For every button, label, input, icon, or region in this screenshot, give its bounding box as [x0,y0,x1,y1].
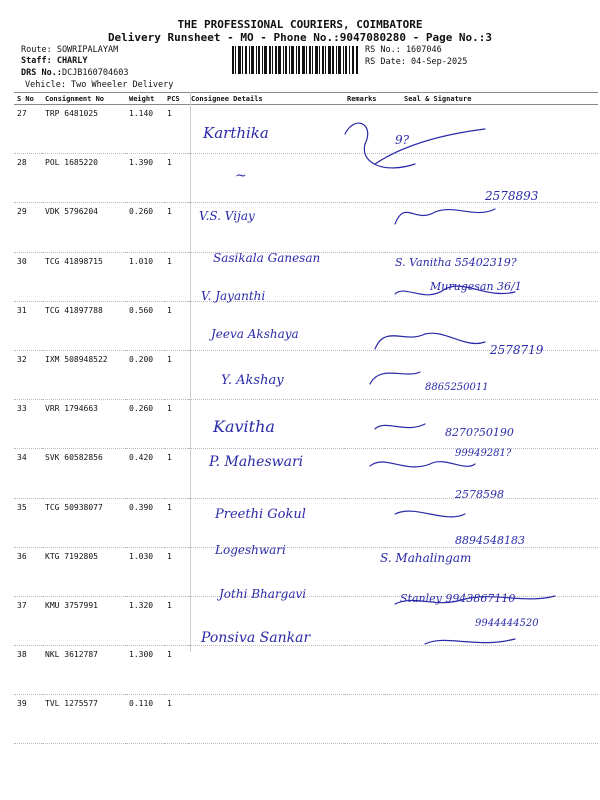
row-sno: 33 [14,400,42,449]
signature-stroke [395,511,465,517]
row-pcs: 1 [164,203,188,252]
col-signature: Seal & Signature [384,93,598,105]
signature-stroke [375,129,485,164]
row-sno: 27 [14,105,42,154]
row-pcs: 1 [164,252,188,301]
row-sno: 31 [14,301,42,350]
row-consignment: SVK 60582856 [42,449,126,498]
handwriting-signature: 2578719 [490,343,544,357]
staff-label: Staff: CHARLY [21,56,88,66]
handwriting-signature: Murugesan 36/1 [430,280,522,293]
drs-number [21,68,128,78]
column-divider [190,92,191,652]
row-weight: 1.140 [126,105,164,154]
handwriting-signature: S. Mahalingam [380,551,472,565]
row-pcs: 1 [164,646,188,695]
runsheet-title: THE PROFESSIONAL COURIERS, COIMBATORE [177,18,423,31]
handwriting-signature: 2578893 [485,189,539,203]
runsheet-subtitle: Delivery Runsheet - MO - Phone No.:9047080280 - Page No.:3 [107,31,493,44]
row-pcs: 1 [164,596,188,645]
handwriting-name: Preethi Gokul [215,507,306,522]
row-sno: 37 [14,596,42,645]
handwriting-name: Jothi Bhargavi [219,587,307,601]
handwritten-names [195,104,355,654]
row-pcs: 1 [164,449,188,498]
handwriting-name: P. Maheswari [209,454,304,470]
row-pcs: 1 [164,400,188,449]
row-consignment: POL 1685220 [42,154,126,203]
row-pcs: 1 [164,301,188,350]
handwriting-name: V. Jayanthi [201,289,266,303]
row-sno: 39 [14,695,42,744]
row-consignment: VDK 5796204 [42,203,126,252]
row-consignment: NKL 3612787 [42,646,126,695]
row-weight: 1.320 [126,596,164,645]
row-weight: 0.260 [126,203,164,252]
col-remarks: Remarks [344,93,384,105]
rs-number: RS No.: 1607046 [365,45,442,55]
row-consignment: KMU 3757991 [42,596,126,645]
handwriting-name: Sasikala Ganesan [213,251,321,265]
row-consignment: IXM 508948522 [42,350,126,399]
row-weight: 0.390 [126,498,164,547]
col-sno: S No [14,93,42,105]
table-header-row [14,93,598,105]
row-weight: 0.260 [126,400,164,449]
row-sno: 30 [14,252,42,301]
handwriting-signature: 8894548183 [455,534,525,547]
route-label: Route: SOWRIPALAYAM [21,45,119,55]
drs-value: DCJB160704603 [61,68,129,78]
handwriting-signature: 99949281? [455,448,512,459]
row-pcs: 1 [164,547,188,596]
row-sno: 32 [14,350,42,399]
row-consignment: KTG 7192805 [42,547,126,596]
row-sno: 38 [14,646,42,695]
handwriting-name: Logeshwari [215,543,286,557]
handwriting-name: ~ [235,168,247,184]
barcode [232,46,358,74]
row-sno: 34 [14,449,42,498]
col-consignment: Consignment No [42,93,126,105]
row-weight: 1.300 [126,646,164,695]
handwriting-name: Ponsiva Sankar [201,630,311,646]
row-sno: 36 [14,547,42,596]
col-consignee: Consignee Details [188,93,344,105]
handwriting-signature: 8270?50190 [445,426,514,439]
row-sno: 29 [14,203,42,252]
row-consignment: TCG 41897788 [42,301,126,350]
handwriting-signature: 8865250011 [425,382,489,393]
handwriting-name: Y. Akshay [221,373,284,388]
handwriting-signature: 9944444520 [475,618,539,629]
vehicle-label: Vehicle: Two Wheeler Delivery [25,80,174,90]
signature-stroke [395,209,495,224]
row-consignment: TRP 6481025 [42,105,126,154]
handwriting-name: Kavitha [213,417,275,436]
row-weight: 1.030 [126,547,164,596]
handwritten-signatures [335,104,597,664]
row-consignment: TCG 41898715 [42,252,126,301]
row-weight: 1.010 [126,252,164,301]
signature-stroke [375,333,485,349]
row-weight: 0.200 [126,350,164,399]
drs-label: DRS No.: [21,68,62,78]
handwriting-signature: Stanley 9943867110 [400,592,516,605]
row-consignment: TCG 50938077 [42,498,126,547]
row-sno: 35 [14,498,42,547]
col-weight: Weight [126,93,164,105]
row-consignment: TVL 1275577 [42,695,126,744]
handwriting-name: V.S. Vijay [199,209,255,223]
handwriting-signature: 9? [395,133,410,147]
row-pcs: 1 [164,105,188,154]
row-pcs: 1 [164,350,188,399]
handwriting-signature: S. Vanitha 55402319? [395,256,517,269]
handwriting-name: Jeeva Akshaya [211,327,299,341]
signature-stroke [425,639,515,644]
row-weight: 0.110 [126,695,164,744]
row-sno: 28 [14,154,42,203]
handwriting-signature: 2578598 [455,488,504,501]
row-consignment: VRR 1794663 [42,400,126,449]
row-weight: 0.560 [126,301,164,350]
row-pcs: 1 [164,695,188,744]
signature-stroke [370,462,475,467]
col-pcs: PCS [164,93,188,105]
signature-stroke [375,424,425,429]
row-weight: 1.390 [126,154,164,203]
rs-date: RS Date: 04-Sep-2025 [365,57,468,67]
row-pcs: 1 [164,154,188,203]
signature-stroke [370,372,420,384]
row-pcs: 1 [164,498,188,547]
table-row [14,695,598,744]
handwriting-name: Karthika [203,124,269,142]
row-weight: 0.420 [126,449,164,498]
